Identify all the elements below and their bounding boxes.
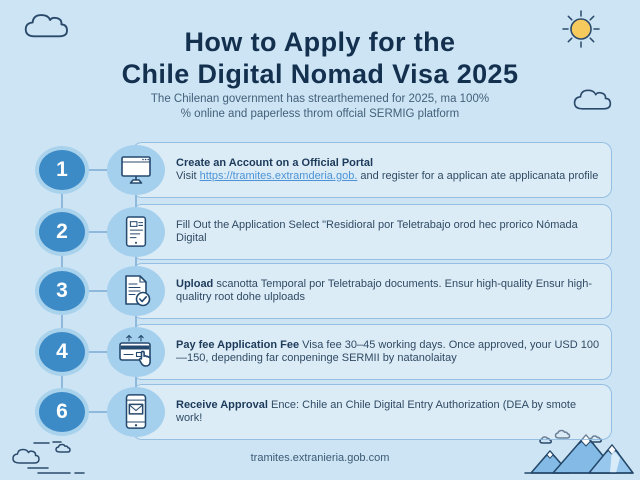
step-number: 6 (39, 392, 85, 432)
step-icon-circle (107, 387, 165, 437)
step-text (176, 384, 602, 440)
portal-link[interactable]: https://tramites.extramderia.gob. (199, 170, 358, 182)
step-body: Receive Approval Ence: Chile an Chile Digital Entry Authorization (DEA by smote work! (176, 398, 577, 424)
page-subtitle: The Chilenan government has strearthemened for 2025, ma 100% % online and paperless throm offcial SERMIG platform (150, 93, 490, 120)
step-body: Upload scanotta Temporal por Teletrabajo documents. Ensur high-quality Ensur high-qualitry root dohe ulploads (176, 277, 592, 303)
step-text (176, 142, 602, 198)
card-payment-icon (116, 333, 156, 371)
step-body: Pay fee Application Fee Visa fee 30–45 working days. Once approved, your USD 100—150, depending far conpeninge SERMII by natanolaitay (176, 338, 600, 364)
step-number-badge (35, 146, 89, 194)
step-heading: Create an Account on a Official Portal (176, 156, 374, 169)
document-check-icon (118, 273, 154, 309)
step-number: 4 (39, 332, 85, 372)
step-icon-circle (107, 207, 165, 257)
step-body: Fill Out the Application Select "Residioral por Teletrabajo orod hec prorico Nómada Digital (176, 218, 578, 244)
step-number-badge (35, 328, 89, 376)
step-icon-circle (107, 327, 165, 377)
footer-url: tramites.extranieria.gob.com (250, 452, 390, 464)
monitor-icon (118, 154, 154, 186)
step-number: 2 (39, 212, 85, 252)
step-text (176, 324, 602, 380)
step-text (176, 204, 602, 260)
step-icon-circle (107, 145, 165, 195)
step-number-badge (35, 267, 89, 315)
step-number-badge (35, 208, 89, 256)
phone-mail-icon (121, 393, 151, 431)
step-text (176, 263, 602, 319)
step-number: 1 (39, 150, 85, 190)
page-title: How to Apply for the Chile Digital Nomad Visa 2025 (121, 27, 519, 89)
step-number-badge (35, 388, 89, 436)
tablet-form-icon (121, 215, 151, 249)
step-icon-circle (107, 266, 165, 316)
step-number: 3 (39, 271, 85, 311)
step-body: Visit https://tramites.extramderia.gob. and register for a applican ate applicanata profile (176, 170, 599, 182)
